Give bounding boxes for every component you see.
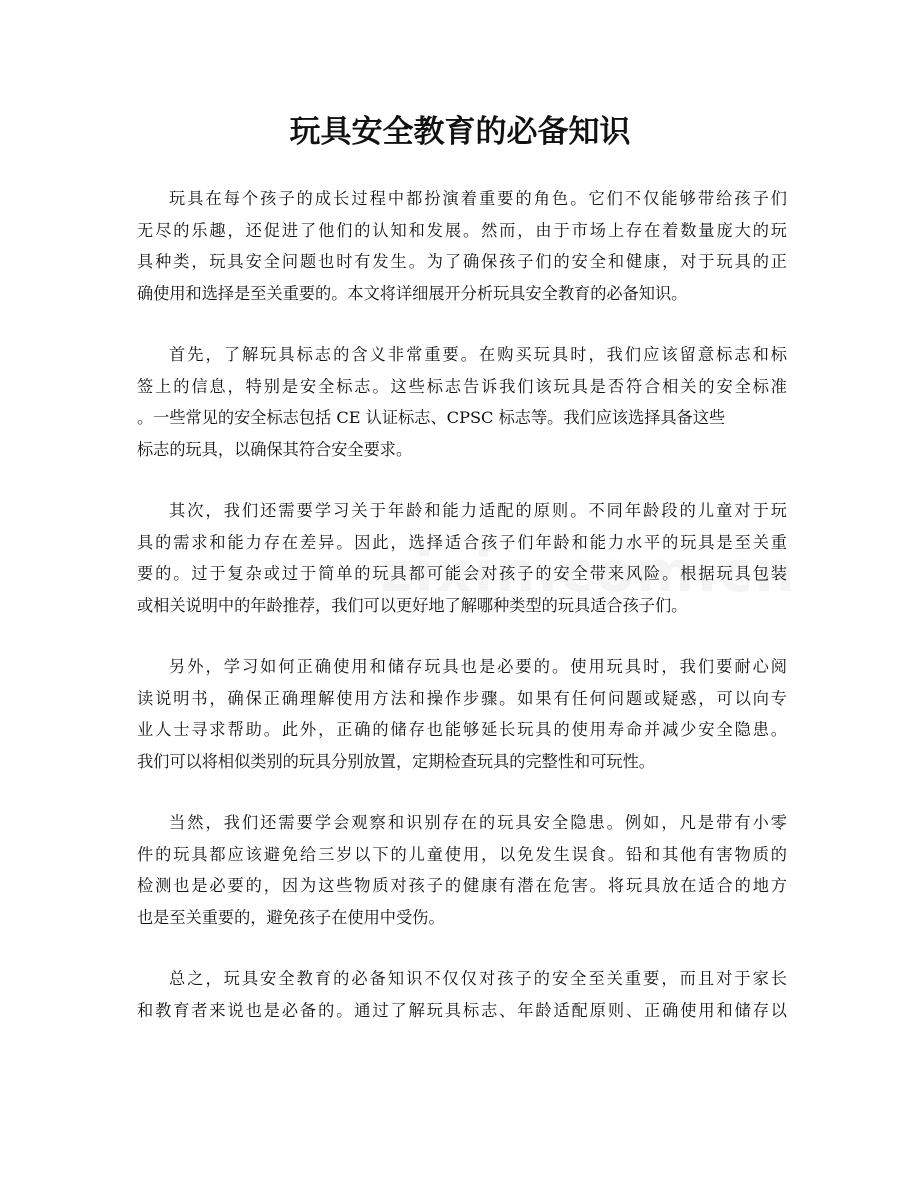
paragraph-line: 业人士寻求帮助。此外，正确的储存也能够延长玩具的使用寿命并减少安全隐患。 xyxy=(137,720,787,739)
paragraph-line: 确使用和选择是至关重要的。本文将详细展开分析玩具安全教育的必备知识。 xyxy=(137,283,688,303)
paragraph-line: 我们可以将相似类别的玩具分别放置，定期检查玩具的完整性和可玩性。 xyxy=(137,751,655,771)
paragraph-line: 签上的信息，特别是安全标志。这些标志告诉我们该玩具是否符合相关的安全标准 xyxy=(137,376,787,396)
paragraph-line: 。一些常见的安全标志包括 CE 认证标志、CPSC 标志等。我们应该选择具备这些 xyxy=(137,408,726,427)
paragraph-line: 另外，学习如何正确使用和储存玩具也是必要的。使用玩具时，我们要耐心阅 xyxy=(169,657,787,676)
paragraph-line: 或相关说明中的年龄推荐，我们可以更好地了解哪种类型的玩具适合孩子们。 xyxy=(137,595,688,615)
paragraph-line: 无尽的乐趣，还促进了他们的认知和发展。然而，由于市场上存在着数量庞大的玩 xyxy=(137,220,787,240)
paragraph-line: 总之，玩具安全教育的必备知识不仅仅对孩子的安全至关重要，而且对于家长 xyxy=(169,969,787,988)
paragraph-line: 检测也是必要的，因为这些物质对孩子的健康有潜在危害。将玩具放在适合的地方 xyxy=(137,876,787,895)
paragraph-hazards xyxy=(137,807,787,933)
paragraph-line: 也是至关重要的，避免孩子在使用中受伤。 xyxy=(137,907,445,927)
paragraph-line: 具的需求和能力存在差异。因此，选择适合孩子们年龄和能力水平的玩具是至关重 xyxy=(137,532,787,552)
paragraph-line: 读说明书，确保正确理解使用方法和操作步骤。如果有任何问题或疑惑，可以向专 xyxy=(137,688,787,708)
paragraph-summary xyxy=(137,963,787,1026)
paragraph-line: 要的。过于复杂或过于简单的玩具都可能会对孩子的安全带来风险。根据玩具包装 xyxy=(137,564,787,583)
paragraph-toy-labels xyxy=(137,339,787,465)
paragraph-age-fit xyxy=(137,495,787,621)
paragraph-line: 其次，我们还需要学习关于年龄和能力适配的原则。不同年龄段的儿童对于玩 xyxy=(169,501,787,520)
paragraph-line: 具种类，玩具安全问题也时有发生。为了确保孩子们的安全和健康，对于玩具的正 xyxy=(137,252,787,271)
paragraph-line: 玩具在每个孩子的成长过程中都扮演着重要的角色。它们不仅能够带给孩子们 xyxy=(169,189,787,208)
paragraph-line: 件的玩具都应该避免给三岁以下的儿童使用，以免发生误食。铅和其他有害物质的 xyxy=(137,844,787,864)
paragraph-line: 首先，了解玩具标志的含义非常重要。在购买玩具时，我们应该留意标志和标 xyxy=(169,345,787,364)
document-title: 玩具安全教育的必备知识 xyxy=(289,114,631,150)
paragraph-line: 和教育者来说也是必备的。通过了解玩具标志、年龄适配原则、正确使用和储存以 xyxy=(137,1000,787,1020)
paragraph-intro xyxy=(137,183,787,309)
paragraph-use-storage xyxy=(137,651,787,777)
paragraph-line: 当然，我们还需要学会观察和识别存在的玩具安全隐患。例如，凡是带有小零 xyxy=(169,813,787,832)
paragraph-line: 标志的玩具，以确保其符合安全要求。 xyxy=(137,439,413,459)
